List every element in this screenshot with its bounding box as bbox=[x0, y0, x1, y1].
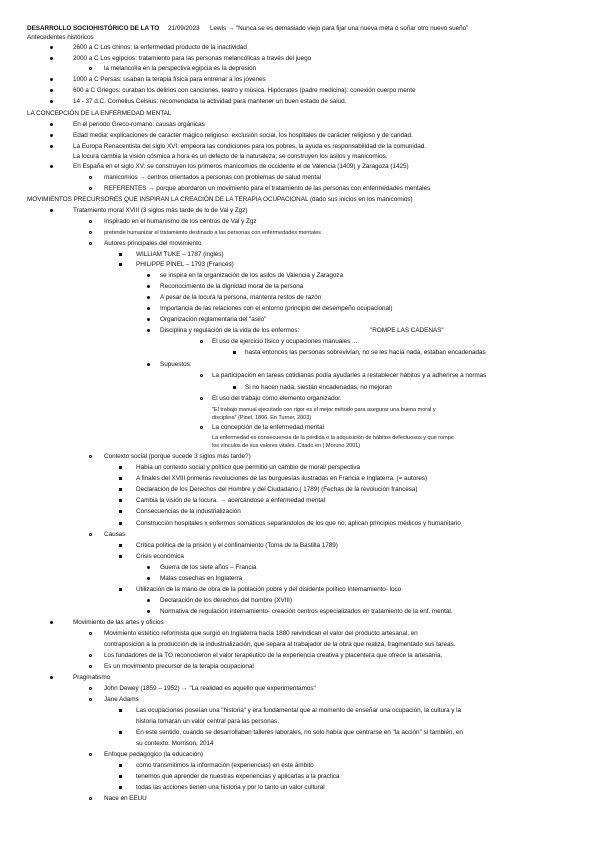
list-item: En este sentido, cuando se desarrollaban talleres laborales, no solo había que centrarse en "la acción" sí también, en bbox=[136, 729, 463, 736]
square-bullet-icon bbox=[119, 464, 122, 472]
list-item: tenemos que aprender de nuestras experiencias y aplicarlas a la práctica bbox=[136, 773, 340, 780]
list-item: Declaración de los Derechos del Hombre y del Ciudadano.( 1789) (Fechas de la revolución francesa) bbox=[136, 486, 418, 493]
list-item: PHILIPPE PINEL – 1793 (Francés) bbox=[136, 261, 234, 268]
list-item: La concepción de la enfermedad mental bbox=[212, 424, 324, 431]
bullet-icon bbox=[50, 98, 53, 106]
antecedentes-heading: Antecedentes históricos bbox=[27, 34, 94, 41]
bullet-icon bbox=[147, 608, 150, 616]
list-item: Crisis económica bbox=[136, 553, 184, 560]
circle-bullet-icon bbox=[89, 531, 92, 539]
circle-bullet-icon bbox=[89, 174, 92, 182]
list-item: Supuestos: bbox=[160, 361, 192, 368]
bullet-icon bbox=[50, 132, 53, 140]
bullet-icon bbox=[50, 207, 53, 215]
square-bullet-icon bbox=[119, 542, 122, 550]
list-item: cómo transmitimos la información (experiencias) en este ámbito bbox=[136, 762, 314, 769]
pinel-quote-continued: disciplina" (Pinel, 1806. En Turner, 2003) bbox=[212, 415, 312, 421]
list-item: Enfoque pedagógico (la educación) bbox=[104, 751, 203, 758]
list-item-continued: La locura cambia la visión cósmica a hora es un defecto de la naturaleza; se construyen los asilos y manicomios. bbox=[73, 153, 388, 160]
circle-bullet-icon bbox=[89, 218, 92, 226]
list-item: En el periodo Greco-romano: causas orgánicas bbox=[73, 121, 205, 128]
list-item: Edad media: explicaciones de carácter mágico religioso: exclusión social, los hospitales de carácter religioso y de caridad. bbox=[73, 132, 413, 139]
list-item: Inspirado en el humanismo de los centros de Val y Zgz bbox=[104, 218, 257, 225]
list-item: El uso de ejercicio físico y ocupaciones manuales ... bbox=[212, 338, 358, 345]
pinel-quote: "El trabajo manual ejecutado con rigor es el mejor método para asegurar una buena moral y bbox=[212, 407, 436, 413]
list-item: todas las acciones tienen una historia y por lo tanto un valor cultural bbox=[136, 784, 325, 791]
bullet-icon bbox=[147, 283, 150, 291]
square-bullet-icon bbox=[119, 773, 122, 781]
bullet-icon bbox=[50, 121, 53, 129]
bullet-icon bbox=[50, 143, 53, 151]
list-item: En España en el siglo XV: se construyen los primeros manicomios de occidente el de Valencia (1409) y Zaragoza (1425) bbox=[73, 163, 409, 170]
list-item: Reconocimiento de la dignidad moral de la persona bbox=[160, 283, 304, 290]
moruno-quote-continued: los vínculos de sus valores vitales. Citado en ( Moruno 2001) bbox=[212, 443, 361, 449]
list-item: 14 - 37 d.C. Cornelius Celsius: recomendaba la actividad para mantener un buen estado de salud. bbox=[73, 98, 347, 105]
bullet-icon bbox=[50, 674, 53, 682]
document-title: DESARROLLO SOCIOHISTÓRICO DE LA TO bbox=[27, 25, 160, 32]
square-bullet-icon bbox=[119, 707, 122, 715]
list-item: Jane Adams bbox=[104, 696, 139, 703]
list-item: 2600 a C Los chinos: la enfermedad producto de la inactividad bbox=[73, 44, 247, 51]
square-bullet-icon bbox=[119, 520, 122, 528]
list-item-continued: su contexto. Morrison, 2014 bbox=[136, 740, 214, 747]
list-item: A pesar de la locura la persona, mantenía restos de razón bbox=[160, 294, 322, 301]
bullet-icon bbox=[50, 87, 53, 95]
square-bullet-icon bbox=[119, 762, 122, 770]
bullet-icon bbox=[147, 597, 150, 605]
circle-bullet-icon bbox=[200, 424, 203, 432]
moruno-quote: La enfermedad es consecuencia de la pérdida o la adquisición de hábitos defectuosos y que rompe bbox=[212, 435, 454, 441]
square-bullet-icon bbox=[119, 729, 122, 737]
bullet-icon bbox=[50, 55, 53, 63]
list-item: Es un movimiento precursor de la terapia ocupacional bbox=[104, 663, 254, 670]
list-item: Normativa de regulación internamiento- creación centros especializados en tratamiento de la enf. mental. bbox=[160, 608, 453, 615]
contexto-title: Contexto social (porque sucede 3 siglos más tarde?) bbox=[104, 453, 251, 460]
circle-bullet-icon bbox=[89, 751, 92, 759]
list-item: John Dewey (1859 – 1952) → "La realidad es aquello que experimentamos" bbox=[104, 685, 316, 692]
list-item: Crítica política de la prisión y el confinamiento (Toma de la Bastilla 1789) bbox=[136, 542, 338, 549]
lewis-quote: Lewis → "Nunca se es demasiado viejo para fijar una nueva meta o soñar otro nuevo sueño" bbox=[210, 25, 469, 32]
list-item: Malas cosechas en Inglaterra bbox=[160, 575, 243, 582]
bullet-icon bbox=[147, 305, 150, 313]
circle-bullet-icon bbox=[200, 338, 203, 346]
bullet-icon bbox=[147, 316, 150, 324]
list-item: pretende humanizar el tratamiento destinado a las personas con enfermedades mentales bbox=[104, 230, 321, 236]
circle-bullet-icon bbox=[89, 630, 92, 638]
bullet-icon bbox=[147, 564, 150, 572]
square-bullet-icon bbox=[119, 251, 122, 259]
list-item: WILLIAM TUKE – 1787 (inglés) bbox=[136, 251, 224, 258]
rompe-cadenas-note: "ROMPE LAS CADENAS" bbox=[370, 327, 444, 334]
movimientos-heading: MOVIMIENTOS PRECURSORES QUE INSPIRAN LA CREACIÓN DE LA TERAPIA OCUPACIONAL (dado sus inicios en los manicomios) bbox=[27, 196, 413, 203]
bullet-icon bbox=[50, 76, 53, 84]
list-item: Nace en EEUU bbox=[104, 795, 147, 802]
circle-bullet-icon bbox=[89, 65, 92, 73]
list-item: Autores principales del movimiento bbox=[104, 240, 202, 247]
bullet-icon bbox=[147, 294, 150, 302]
circle-bullet-icon bbox=[89, 652, 92, 660]
bullet-icon bbox=[50, 163, 53, 171]
pragmatismo-title: Pragmatismo bbox=[73, 674, 111, 681]
circle-bullet-icon bbox=[200, 372, 203, 380]
circle-bullet-icon bbox=[89, 240, 92, 248]
circle-bullet-icon bbox=[89, 696, 92, 704]
square-bullet-icon bbox=[119, 261, 122, 269]
list-item: A finales del XVIII primeras revoluciones de las burguesías ilustradas en Francia e Inglaterra. (= autores) bbox=[136, 475, 428, 482]
list-item: Movimiento estético reformista que surgió en Inglaterra hacia 1880 reivindican el valor del producto artesanal, en bbox=[104, 630, 418, 637]
list-item: manicomios → centros orientados a personas con problemas de salud mental bbox=[104, 174, 321, 181]
circle-bullet-icon bbox=[89, 685, 92, 693]
document-date: 21/09/2023 bbox=[168, 25, 200, 32]
square-bullet-icon bbox=[233, 384, 236, 392]
list-item: El uso del trabajo como elemento organizador. bbox=[212, 395, 342, 402]
artes-title: Movimiento de las artes y oficios bbox=[73, 619, 164, 626]
list-item: Había un contexto social y político que permitió un cambio de moral/ perspectiva bbox=[136, 464, 361, 471]
list-item: Guerra de los siete años – Francia bbox=[160, 564, 257, 571]
list-item: Organización reglamentaria del "asilo" bbox=[160, 316, 267, 323]
list-item: Disciplina y regulación de la vida de los enfermos: bbox=[160, 327, 300, 334]
circle-bullet-icon bbox=[89, 663, 92, 671]
list-item: Importancia de las relaciones con el entorno (principio del desempeño ocupacional) bbox=[160, 305, 393, 312]
circle-bullet-icon bbox=[89, 795, 92, 803]
square-bullet-icon bbox=[119, 475, 122, 483]
list-item: Utilización de la mano de obra de la población pobre y del disidente político Internamiento- loco bbox=[136, 586, 402, 593]
list-item-continued: contraposición a la producción de la industrialización, que separa al trabajador de la obra que realiza, fragmentado sus tareas. bbox=[104, 641, 456, 648]
concepcion-heading: LA CONCEPCIÓN DE LA ENFERMEDAD MENTAL bbox=[27, 110, 172, 117]
bullet-icon bbox=[50, 619, 53, 627]
moral-title: Tratamiento moral XVIII (3 siglos más tarde de lo de Val y Zgz) bbox=[73, 207, 248, 214]
list-item: Consecuencias de la industrialización bbox=[136, 508, 241, 515]
square-bullet-icon bbox=[119, 497, 122, 505]
square-bullet-icon bbox=[119, 553, 122, 561]
list-item-continued: historia tomaran un valor central para las personas. bbox=[136, 718, 280, 725]
list-item: Construcción hospitales x enfermos somáticos separándolos de los que no, aplican principios médicos y humanitario bbox=[136, 520, 461, 527]
square-bullet-icon bbox=[119, 586, 122, 594]
list-item: Los fundadores de la TO reconocieron el valor terapéutico de la experiencia creativa y placentera que ofrece la artesanía. bbox=[104, 652, 443, 659]
bullet-icon bbox=[50, 44, 53, 52]
square-bullet-icon bbox=[233, 349, 236, 357]
square-bullet-icon bbox=[119, 486, 122, 494]
circle-bullet-icon bbox=[89, 229, 92, 237]
list-item: 600 a C Griegos: curaban los delirios con canciones, teatro y música. Hipócrates (padre medicina): conexión cuerpo mente bbox=[73, 87, 416, 94]
list-item: Si no hacen nada, siestán encadenadas, no mejoran bbox=[245, 384, 392, 391]
square-bullet-icon bbox=[119, 784, 122, 792]
list-item: La participación en tareas cotidianas podía ayudarles a restablecer hábitos y a adherirse a normas bbox=[212, 372, 487, 379]
list-item: la melancolía en la perspectiva egipcia es la depresión bbox=[104, 65, 257, 72]
circle-bullet-icon bbox=[89, 453, 92, 461]
bullet-icon bbox=[147, 575, 150, 583]
list-item: Las ocupaciones poseían una "historia" y era fundamental que al momento de enseñar una ocupación, la cultura y la bbox=[136, 707, 462, 714]
bullet-icon bbox=[147, 272, 150, 280]
list-item: se inspira en la organización de los asilos de Valencia y Zaragoza bbox=[160, 272, 344, 279]
list-item: Cambia la visión de la locura. → acercándose a enfermedad mental bbox=[136, 497, 325, 504]
causas-title: Causas bbox=[104, 531, 126, 538]
bullet-icon bbox=[147, 327, 150, 335]
list-item: hasta entonces las personas sobrevivían, no se les hacía nada, estaban encadenadas bbox=[245, 349, 486, 356]
list-item: 2000 a C Los egipcios: tratamiento para las personas melancólicas a través del juego bbox=[73, 55, 312, 62]
list-item: 1000 a C Persas: usaban la terapia física para entrenar a los jóvenes bbox=[73, 76, 266, 83]
list-item: La Europa Renacentista del siglo XVI: empeora las condiciones para los pobres, la ayuda es responsabilidad de la comunidad. bbox=[73, 143, 427, 150]
bullet-icon bbox=[147, 361, 150, 369]
circle-bullet-icon bbox=[89, 185, 92, 193]
circle-bullet-icon bbox=[200, 395, 203, 403]
square-bullet-icon bbox=[119, 508, 122, 516]
list-item: Declaración de los derechos del hombre (XVIII) bbox=[160, 597, 292, 604]
list-item: REFERENTES → porque abordaron un movimiento para el tratamiento de las personas con enfermedades mentales bbox=[104, 185, 431, 192]
